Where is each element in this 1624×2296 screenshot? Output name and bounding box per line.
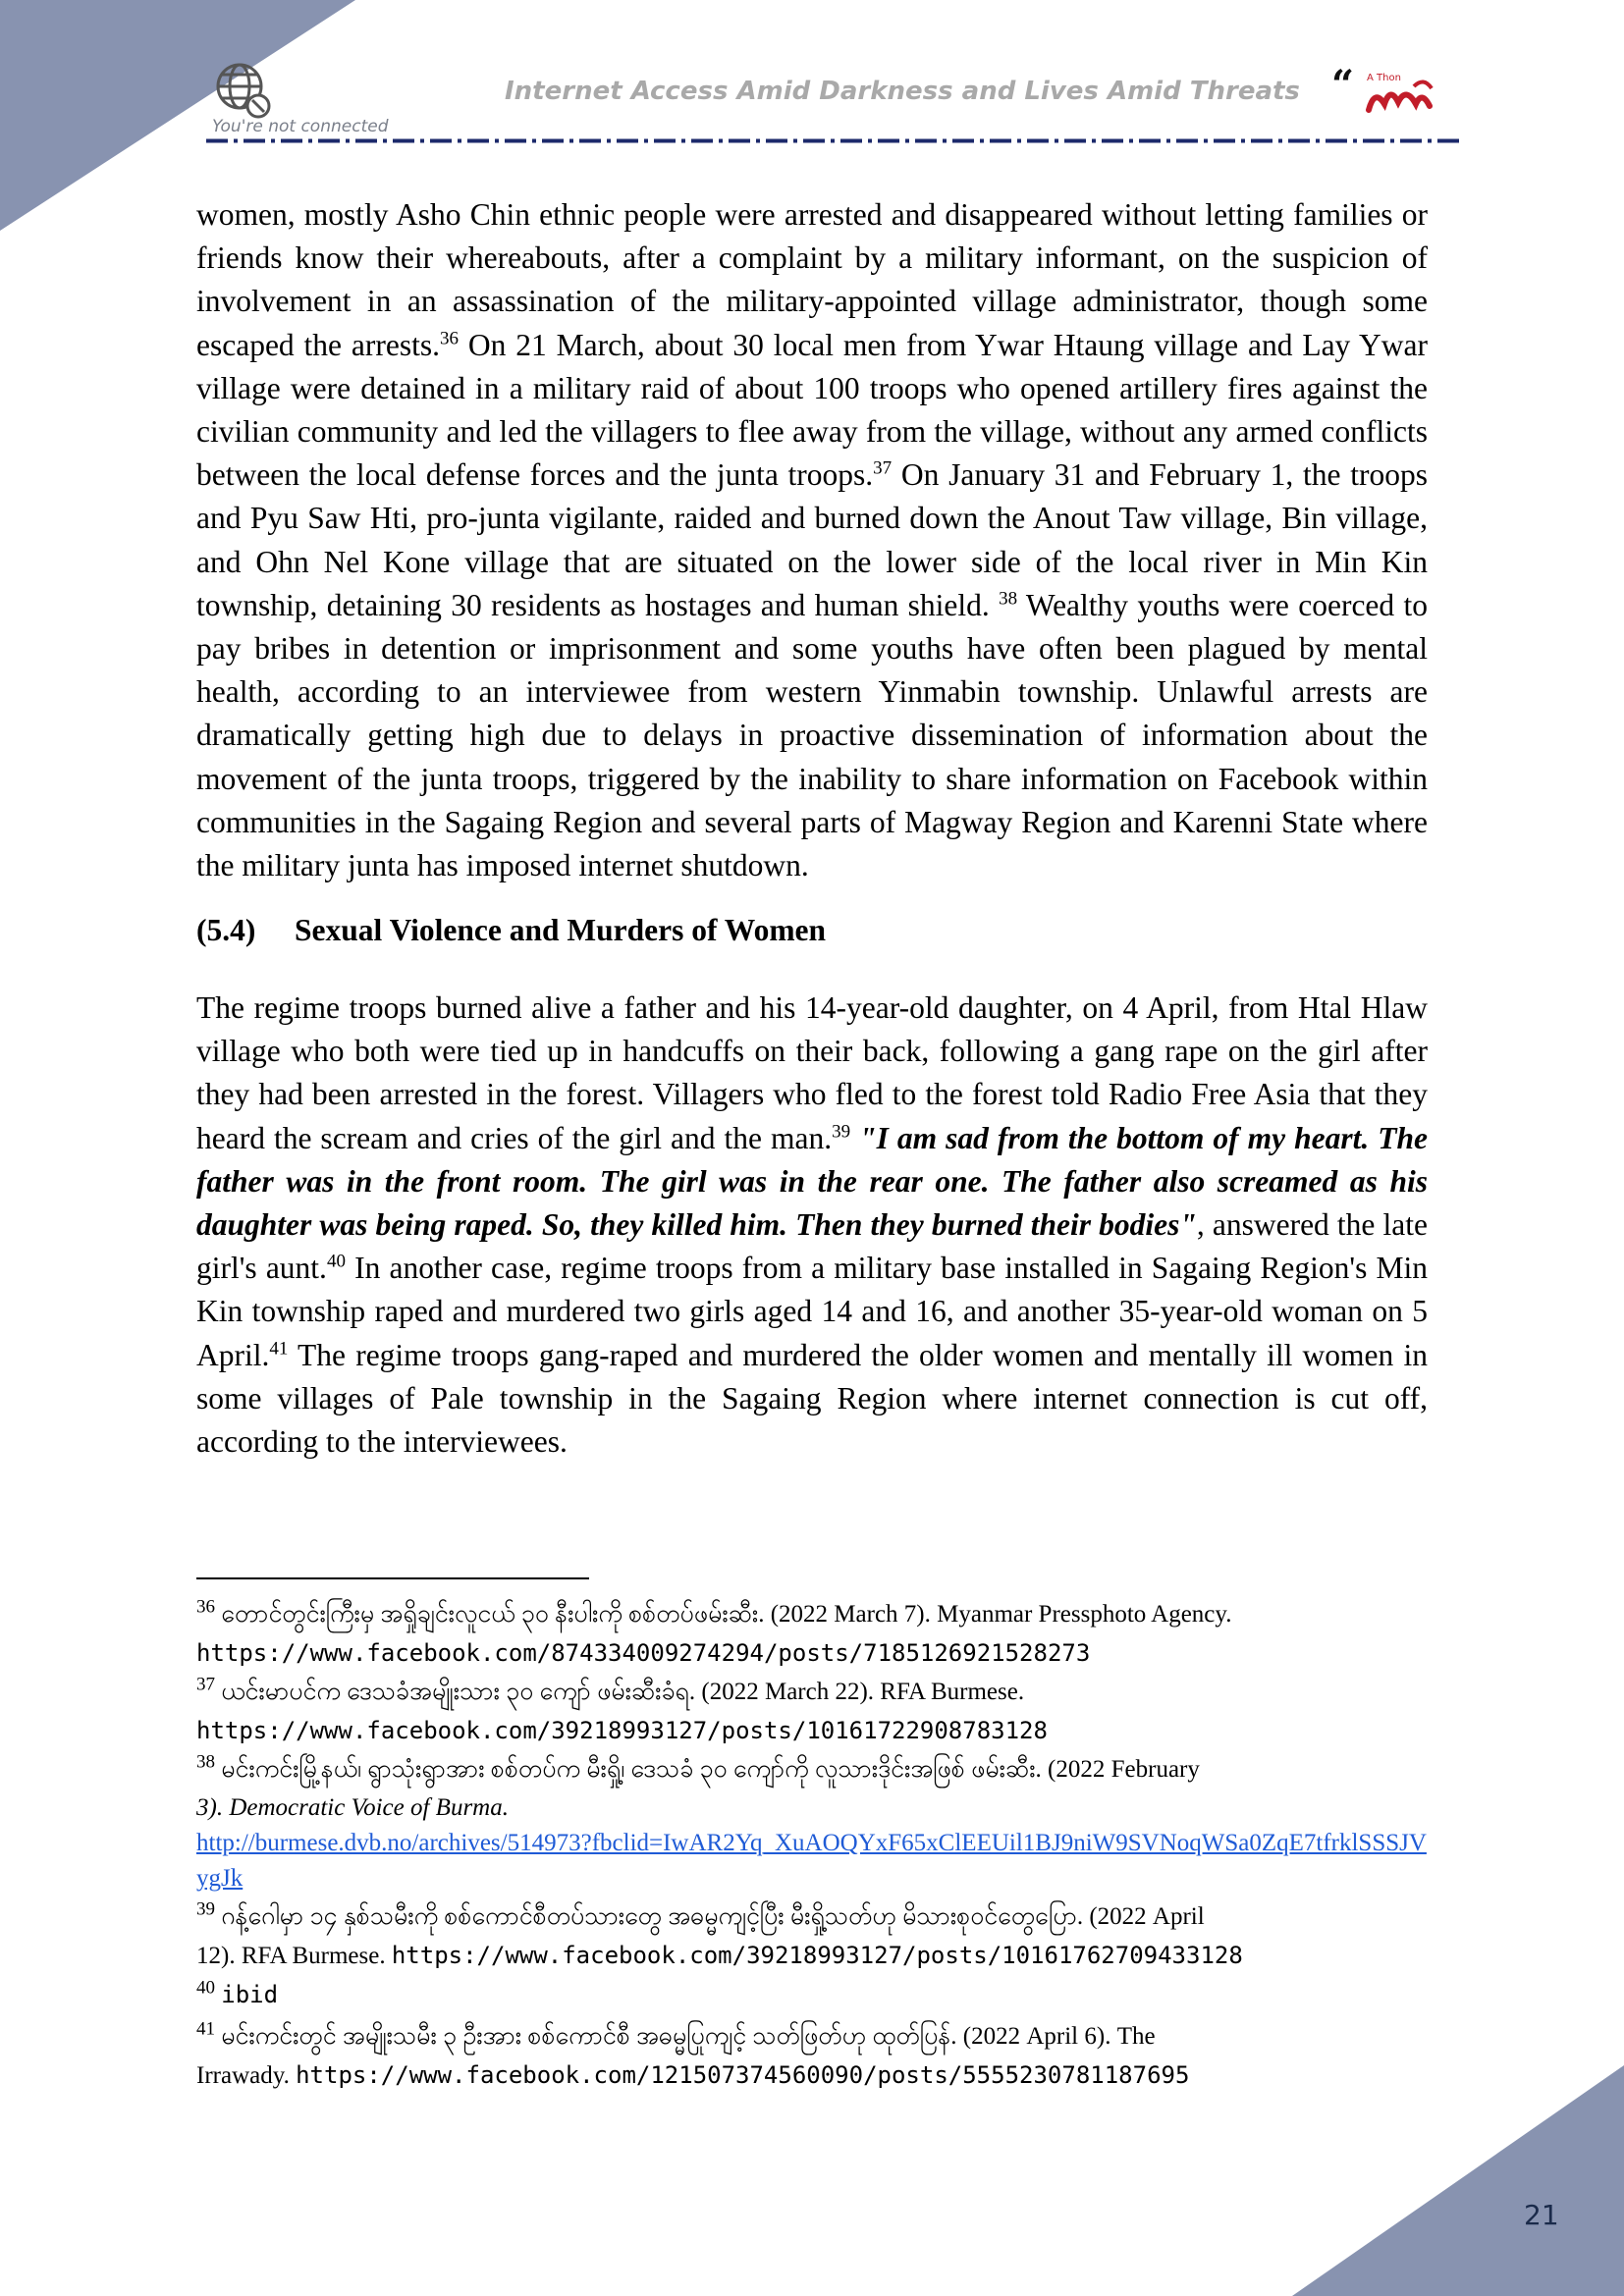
footnote-number: 40 (196, 1977, 215, 1999)
footnote-number: 37 (196, 1674, 215, 1695)
footnote-38 (196, 1749, 1428, 1896)
text-run: Wealthy youths were coerced to pay bribes in detention or imprisonment and some youths have often been plagued by mental health, according to an interviewee from western Yinmabin township. Unlawful arrests are dramatically getting high due to delays in proactive dissemination of information about the movement of the junta troops, triggered by the inability to share information on Facebook within communities in the Sagaing Region and several parts of Magway Region and Karenni State where the military junta has imposed internet shutdown. (196, 587, 1428, 883)
footnote-ref: 41 (269, 1338, 289, 1360)
footnotes (196, 1594, 1428, 2094)
footnote-ref: 36 (440, 328, 459, 349)
url-text: https://www.facebook.com/121507374560090/posts/5555230781187695 (296, 2061, 1190, 2089)
footnote-37 (196, 1672, 1428, 1749)
footnote-line (196, 2057, 1428, 2094)
text-run: , answered the late girl's aunt. (196, 1207, 1428, 1286)
header-divider (206, 138, 1459, 143)
globe-disconnected-icon (212, 59, 275, 122)
section-heading (196, 913, 826, 948)
footnote-line (196, 1749, 1428, 1790)
text-run: မင်းကင်းတွင် အမျိုးသမီး ၃ ဦးအား စစ်ကောင်စီ အဓမ္မပြုကျင့် သတ်ဖြတ်ဟု ထုတ်ပြန်. (2022 April 6). The (221, 2023, 1156, 2050)
url-text: https://www.facebook.com/39218993127/posts/10161722908783128 (196, 1717, 1048, 1744)
footnote-line (196, 1594, 1428, 1635)
section-title: Sexual Violence and Murders of Women (295, 913, 827, 947)
text-run: ဂန့်ဂေါမှာ ၁၄ နှစ်သမီးကို စစ်ကောင်စီတပ်သားတွေ အဓမ္မကျင့်ပြီး မီးရှို့သတ်ဟု မိသားစုဝင်တွေပြော. (2022 April (221, 1903, 1205, 1930)
footnote-separator (196, 1577, 589, 1579)
source-link[interactable]: http://burmese.dvb.no/archives/514973?fbclid=IwAR2Yq_XuAOQYxF65xClEEUil1BJ9niW9SVNoqWSa0ZqE7tfrklSSSJVygJk (196, 1830, 1427, 1892)
url-text: ibid (221, 1981, 279, 2008)
svg-text:A Thon: A Thon (1367, 73, 1401, 83)
footnote-line (196, 1938, 1428, 1974)
footnote-ref: 39 (832, 1121, 851, 1143)
running-header-title: Internet Access Amid Darkness and Lives Amid Threats (505, 77, 1300, 106)
connection-status-text: You're not connected (212, 117, 389, 136)
footnote-39 (196, 1896, 1428, 1974)
footnote-number: 41 (196, 2018, 215, 2040)
athan-logo (1329, 59, 1447, 122)
text-run: The regime troops gang-raped and murdered the older women and mentally ill women in some villages of Pale township in the Sagaing Region where internet connection is cut off, according to the interviewees. (196, 1337, 1428, 1460)
text-run: တောင်တွင်းကြီးမှ အရှိုချင်းလူငယ် ၃၀ နီးပါးကို စစ်တပ်ဖမ်းဆီး. (2022 March 7). Myanmar Pressphoto Agency. (221, 1601, 1232, 1628)
text-run: 12). RFA Burmese. (196, 1943, 392, 1969)
footnote-line (196, 1826, 1428, 1896)
footnote-line (196, 2016, 1428, 2057)
footnote-line (196, 1790, 1428, 1826)
footnote-line (196, 1672, 1428, 1713)
text-run: On January 31 and February 1, the troops and Pyu Saw Hti, pro-junta vigilante, raided and burned down the Anout Taw village, Bin village, and Ohn Nel Kone village that are situated on the lower side of the local river in Min Kin township, detaining 30 residents as hostages and human shield. (196, 457, 1428, 622)
footnote-number: 38 (196, 1751, 215, 1773)
page-number: 21 (1524, 2199, 1559, 2231)
footnote-ref: 37 (873, 457, 893, 479)
source-text: 3). Democratic Voice of Burma. (196, 1794, 509, 1821)
footnote-41 (196, 2016, 1428, 2094)
text-run: In another case, regime troops from a military base installed in Sagaing Region's Min Kin township raped and murdered two girls aged 14 and 16, and another 35-year-old woman on 5 April. (196, 1251, 1428, 1372)
footnote-36 (196, 1594, 1428, 1672)
footnote-number: 36 (196, 1596, 215, 1618)
url-text: https://www.facebook.com/874334009274294/posts/7185126921528273 (196, 1639, 1091, 1667)
text-run: women, mostly Asho Chin ethnic people were arrested and disappeared without letting families or friends know their whereabouts, after a complaint by a military informant, on the suspicion of involvement in an assassination of the military-appointed village administrator, though some escaped the arrests. (196, 197, 1428, 362)
footnote-line (196, 1974, 1428, 2016)
section-number: (5.4) (196, 913, 256, 947)
body-paragraph-2 (196, 987, 1428, 1464)
bottom-right-corner-decoration (1292, 2065, 1624, 2296)
footnote-40 (196, 1974, 1428, 2016)
text-run (850, 1121, 859, 1155)
svg-text:“: “ (1331, 62, 1355, 108)
footnote-number: 39 (196, 1898, 215, 1920)
text-run: မင်းကင်းမြို့နယ်၊ ရွာသုံးရွာအား စစ်တပ်က မီးရှို့၊ ဒေသခံ ၃၀ ကျော်ကို လူသားဒိုင်းအဖြစ် ဖမ်းဆီး. (2022 February (221, 1756, 1200, 1783)
footnote-ref: 38 (999, 588, 1018, 610)
url-text: https://www.facebook.com/39218993127/posts/10161762709433128 (391, 1942, 1243, 1969)
footnote-line (196, 1713, 1428, 1749)
footnote-line (196, 1896, 1428, 1938)
footnote-ref: 40 (326, 1251, 346, 1272)
footnote-line (196, 1635, 1428, 1672)
text-run: On 21 March, about 30 local men from Ywar Htaung village and Lay Ywar village were detained in a military raid of about 100 troops who opened artillery fires against the civilian community and led the villagers to flee away from the village, without any armed conflicts between the local defense forces and the junta troops. (196, 327, 1428, 493)
interview-quote: "I am sad from the bottom of my heart. The father was in the front room. The girl was in the rear one. The father also screamed as his daughter was being raped. So, they killed him. Then they burned their bodies" (196, 1120, 1428, 1243)
text-run: ယင်းမာပင်က ဒေသခံအမျိုးသား ၃၀ ကျော် ဖမ်းဆီးခံရ. (2022 March 22). RFA Burmese. (221, 1679, 1025, 1705)
body-paragraph-1 (196, 193, 1428, 887)
text-run: The regime troops burned alive a father and his 14-year-old daughter, on 4 April, from Htal Hlaw village who both were tied up in handcuffs on their back, following a gang rape on the girl after they had been arrested in the forest. Villagers who fled to the forest told Radio Free Asia that they heard the scream and cries of the girl and the man. (196, 990, 1428, 1155)
text-run: Irrawady. (196, 2062, 297, 2089)
